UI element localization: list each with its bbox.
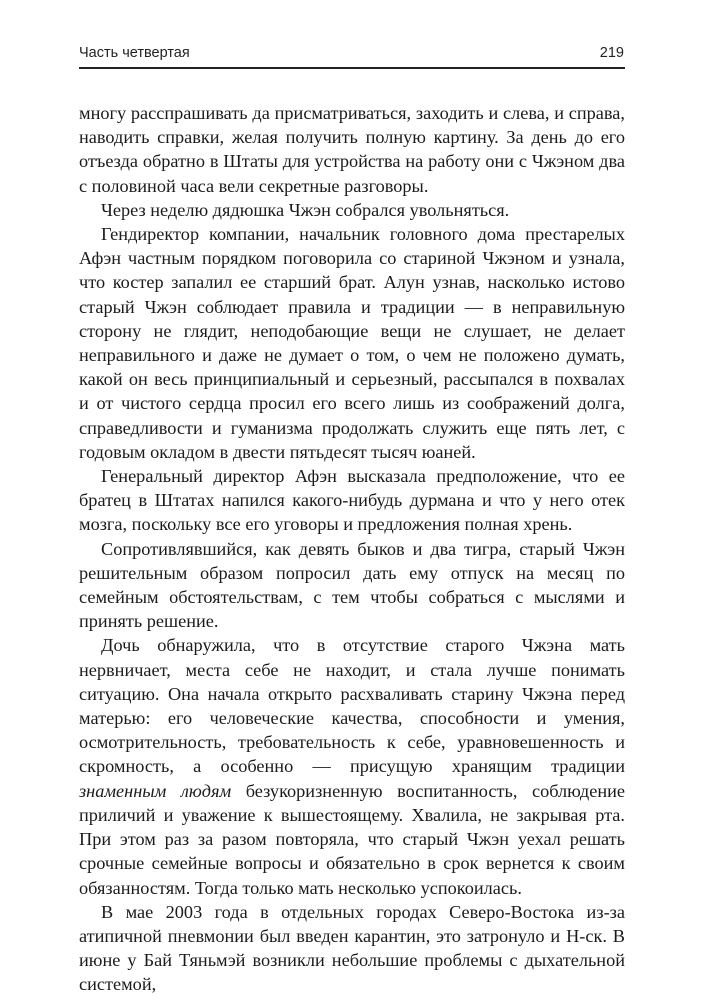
paragraph	[79, 464, 625, 537]
paragraph	[79, 101, 625, 198]
page-number: 219	[599, 45, 624, 61]
paragraph-text: Сопротивлявшийся, как девять быков и два тигра, старый Чжэн решительным образом попросил дать ему отпуск на месяц по семейным обстоятельствам, с тем чтобы собраться с мыслями и принять решение.	[79, 538, 625, 632]
paragraph	[79, 222, 625, 464]
paragraph-text: Через неделю дядюшка Чжэн собрался увольняться.	[101, 199, 510, 220]
paragraph	[79, 537, 625, 634]
italic-text: знаменным людям	[79, 780, 232, 801]
paragraph-text: безукоризненную воспитанность, соблюдение приличий и уважение к вышестоящему. Хвалила, не закрывая рта. При этом раз за разом повторяла, что старый Чжэн уехал решать срочные семейные вопросы и обязательно в срок вернется к своим обязанностям. Тогда только мать несколько успокоилась.	[79, 780, 626, 898]
paragraph	[79, 198, 625, 222]
header-rule	[79, 67, 625, 69]
running-header	[79, 45, 624, 67]
paragraph-text: Генеральный директор Афэн высказала предположение, что ее братец в Штатах напился какого-нибудь дурмана и что у него отек мозга, поскольку все его уговоры и предложения полная хрень.	[79, 466, 625, 535]
paragraph	[79, 900, 625, 997]
paragraph-text: многу расспрашивать да присматриваться, заходить и слева, и справа, наводить справки, желая получить полную картину. За день до его отъезда обратно в Штаты для устройства на работу они с Чжэном два с половиной часа вели секретные разговоры.	[79, 103, 625, 196]
paragraph-text: Гендиректор компании, начальник головного дома престарелых Афэн частным порядком поговорила со стариной Чжэном и узнала, что костер запалил ее старший брат. Алун узнав, насколько истово старый Чжэн соблюдает правила и традиции — в неправильную сторону не глядит, неподобающие вещи не слушает, не делает неправильного и даже не думает о том, о чем не положено думать, какой он весь принципиальный и серьезный, рассыпался в похвалах и от чистого сердца просил его всего лишь из соображений долга, справедливости и гуманизма продолжать служить еще пять лет, с годовым окладом в двести пятьдесят тысяч юаней.	[79, 224, 625, 462]
paragraph	[79, 633, 625, 899]
section-title: Часть четвертая	[79, 45, 190, 61]
body-text	[79, 101, 625, 997]
paragraph-text: Дочь обнаружила, что в отсутствие старого Чжэна мать нервничает, места себе не находит, и стала лучше понимать ситуацию. Она начала открыто расхваливать старину Чжэна перед матерью: его человеческие качества, способности и умения, осмотрительность, требовательность к себе, уравновешенность и скромность, а особенно — присущую хранящим традиции	[79, 635, 625, 777]
paragraph-text: В мае 2003 года в отдельных городах Северо-Востока из-за атипичной пневмонии был введен карантин, это затронуло и Н-ск. В июне у Бай Тяньмэй возникли небольшие проблемы с дыхательной системой,	[79, 901, 625, 995]
